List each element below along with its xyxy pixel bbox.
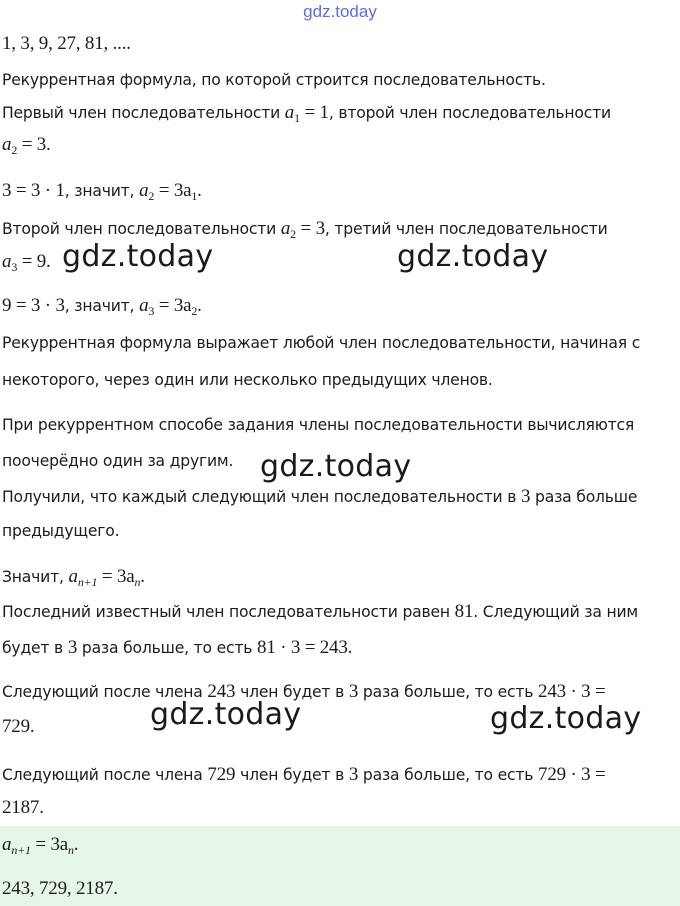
- watermark: gdz.today: [490, 701, 642, 736]
- text-ratio-conclusion: Получили, что каждый следующий член последовательности в 3 раза больше: [2, 486, 638, 507]
- answer-values: 243, 729, 2187.: [2, 878, 118, 899]
- text-a2-relation: 3 = 3 · 1, значит, $a_2 = 3a_1$.: [2, 180, 202, 203]
- text-first-member: Первый член последовательности $a_1 = 1$, второй член последовательности: [2, 102, 611, 125]
- text-recurrent-definition-2: некоторого, через один или несколько предыдущих членов.: [2, 371, 493, 389]
- sequence-line: 1, 3, 9, 27, 81, ....: [2, 33, 131, 54]
- text-recurrent-definition-1: Рекуррентная формула выражает любой член последовательности, начиная с: [2, 334, 641, 352]
- text-second-member: Второй член последовательности $a_2 = 3$, третий член последовательности: [2, 218, 608, 241]
- text-recurrent-intro: Рекуррентная формула, по которой строится последовательность.: [2, 71, 546, 89]
- math-729: 729.: [2, 716, 35, 737]
- watermark: gdz.today: [62, 239, 214, 274]
- text-formula-conclusion: Значит, $a_{n+1} = 3a_n$.: [2, 566, 145, 589]
- math-a3-equals-9: $a_3 = 9$.: [2, 251, 51, 274]
- text-recurrent-method-1: При рекуррентном способе задания члены последовательности вычисляются: [2, 416, 635, 434]
- text-a3-relation: 9 = 3 · 3, значит, $a_3 = 3a_2$.: [2, 295, 202, 318]
- answer-block: [0, 826, 680, 906]
- text-after-729: Следующий после члена 729 член будет в 3 раза больше, то есть 729 · 3 =: [2, 764, 606, 785]
- watermark: gdz.today: [260, 449, 412, 484]
- text-after-243: Следующий после члена 243 член будет в 3 раза больше, то есть 243 · 3 =: [2, 681, 606, 702]
- math-2187: 2187.: [2, 797, 44, 818]
- watermark: gdz.today: [397, 239, 549, 274]
- math-a2-equals-3: $a_2 = 3$.: [2, 134, 51, 157]
- text-recurrent-method-2: поочерёдно один за другим.: [2, 452, 234, 470]
- site-watermark-top: gdz.today: [303, 2, 377, 21]
- answer-formula: $a_{n+1} = 3a_n$.: [2, 834, 79, 857]
- text-last-known-member: Последний известный член последовательности равен 81. Следующий за ним: [2, 601, 638, 622]
- watermark: gdz.today: [150, 697, 302, 732]
- text-next-243: будет в 3 раза больше, то есть 81 · 3 = 243.: [2, 637, 353, 658]
- text-previous: предыдущего.: [2, 522, 120, 540]
